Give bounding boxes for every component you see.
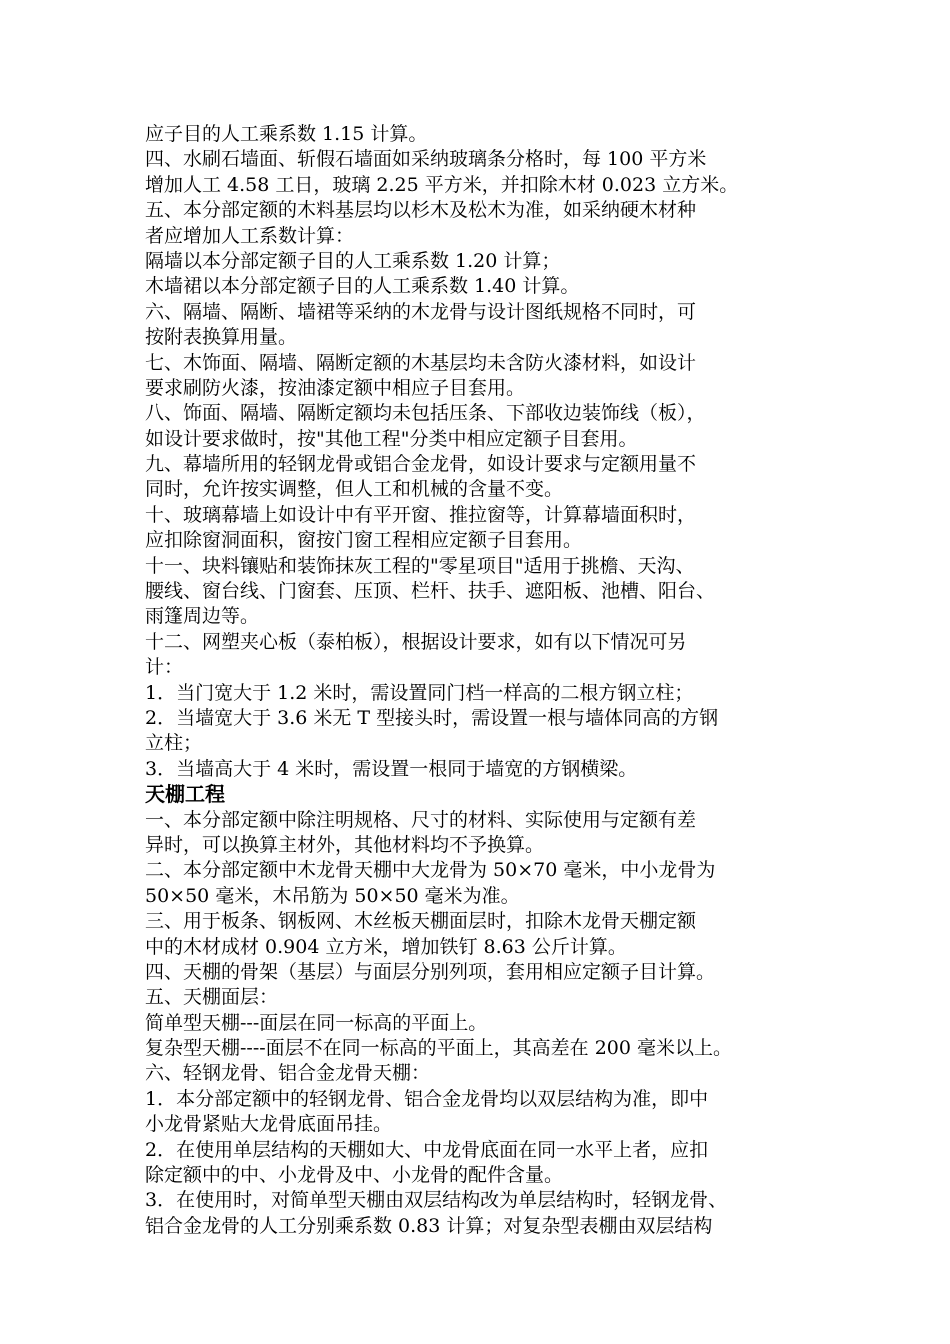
text-line: 中的木材成材 0.904 立方米，增加铁钉 8.63 公斤计算。 bbox=[145, 935, 627, 958]
wall-finish-section bbox=[145, 122, 825, 782]
text-line: 一、本分部定额中除注明规格、尺寸的材料、实际使用与定额有差 bbox=[145, 808, 697, 831]
section-heading-ceiling: 天棚工程 bbox=[145, 782, 225, 807]
text-line: 2．当墙宽大于 3.6 米无 T 型接头时，需设置一根与墙体同高的方钢 bbox=[145, 706, 719, 729]
text-line: 十一、块料镶贴和装饰抹灰工程的"零星项目"适用于挑檐、天沟、 bbox=[145, 554, 695, 577]
text-line: 2．在使用单层结构的天棚如大、中龙骨底面在同一水平上者，应扣 bbox=[145, 1138, 709, 1161]
text-line: 应子目的人工乘系数 1.15 计算。 bbox=[145, 123, 428, 145]
text-line: 隔墙以本分部定额子目的人工乘系数 1.20 计算； bbox=[145, 249, 561, 272]
text-line: 五、天棚面层： bbox=[145, 986, 279, 1009]
text-line: 十、玻璃幕墙上如设计中有平开窗、推拉窗等，计算幕墙面积时， bbox=[145, 503, 697, 526]
text-line: 七、木饰面、隔墙、隔断定额的木基层均未含防火漆材料，如设计 bbox=[145, 351, 697, 374]
text-line: 四、天棚的骨架（基层）与面层分别列项，套用相应定额子目计算。 bbox=[145, 960, 716, 983]
text-line: 异时，可以换算主材外，其他材料均不予换算。 bbox=[145, 833, 545, 856]
text-line: 增加人工 4.58 工日，玻璃 2.25 平方米，并扣除木材 0.023 立方米。 bbox=[145, 173, 739, 196]
text-line: 腰线、窗台线、门窗套、压顶、栏杆、扶手、遮阳板、池槽、阳台、 bbox=[145, 580, 716, 603]
text-line: 六、隔墙、隔断、墙裙等采纳的木龙骨与设计图纸规格不同时，可 bbox=[145, 300, 697, 323]
ceiling-section bbox=[145, 808, 825, 1240]
text-line: 同时，允许按实调整，但人工和机械的含量不变。 bbox=[145, 478, 564, 501]
text-line: 除定额中的中、小龙骨及中、小龙骨的配件含量。 bbox=[145, 1164, 564, 1187]
text-line: 3．当墙高大于 4 米时，需设置一根同于墙宽的方钢横梁。 bbox=[145, 757, 638, 780]
text-line: 按附表换算用量。 bbox=[145, 326, 298, 349]
text-line: 小龙骨紧贴大龙骨底面吊挂。 bbox=[145, 1113, 393, 1136]
text-line: 立柱； bbox=[145, 732, 203, 755]
text-line: 十二、网塑夹心板（泰柏板），根据设计要求，如有以下情况可另 bbox=[145, 630, 687, 653]
text-line: 木墙裙以本分部定额子目的人工乘系数 1.40 计算。 bbox=[145, 275, 580, 298]
text-line: 五、本分部定额的木料基层均以杉木及松木为准，如采纳硬木材种 bbox=[145, 199, 697, 222]
text-line: 如设计要求做时，按"其他工程"分类中相应定额子目套用。 bbox=[145, 427, 638, 450]
text-line: 1．本分部定额中的轻钢龙骨、铝合金龙骨均以双层结构为准，即中 bbox=[145, 1087, 709, 1110]
text-line: 二、本分部定额中木龙骨天棚中大龙骨为 50×70 毫米，中小龙骨为 bbox=[145, 859, 716, 882]
text-line: 六、轻钢龙骨、铝合金龙骨天棚： bbox=[145, 1062, 431, 1085]
text-line: 应扣除窗洞面积，窗按门窗工程相应定额子目套用。 bbox=[145, 529, 583, 552]
text-line: 九、幕墙所用的轻钢龙骨或铝合金龙骨，如设计要求与定额用量不 bbox=[145, 453, 697, 476]
text-line: 复杂型天棚----面层不在同一标高的平面上，其高差在 200 毫米以上。 bbox=[145, 1037, 733, 1060]
text-line: 铝合金龙骨的人工分别乘系数 0.83 计算；对复杂型表棚由双层结构 bbox=[145, 1214, 713, 1237]
text-line: 简单型天棚---面层在同一标高的平面上。 bbox=[145, 1011, 488, 1034]
document-body bbox=[145, 122, 825, 1239]
text-line: 四、水刷石墙面、斩假石墙面如采纳玻璃条分格时，每 100 平方米 bbox=[145, 148, 707, 171]
text-line: 雨篷周边等。 bbox=[145, 605, 260, 628]
text-line: 八、饰面、隔墙、隔断定额均未包括压条、下部收边装饰线（板）， bbox=[145, 402, 706, 425]
text-line: 者应增加人工系数计算： bbox=[145, 224, 355, 247]
text-line: 三、用于板条、钢板网、木丝板天棚面层时，扣除木龙骨天棚定额 bbox=[145, 910, 697, 933]
text-line: 3．在使用时，对简单型天棚由双层结构改为单层结构时，轻钢龙骨、 bbox=[145, 1189, 728, 1212]
text-line: 1．当门宽大于 1.2 米时，需设置同门档一样高的二根方钢立柱； bbox=[145, 681, 694, 704]
text-line: 计： bbox=[145, 656, 184, 679]
text-line: 50×50 毫米，木吊筋为 50×50 毫米为准。 bbox=[145, 884, 520, 907]
text-line: 要求刷防火漆，按油漆定额中相应子目套用。 bbox=[145, 376, 526, 399]
